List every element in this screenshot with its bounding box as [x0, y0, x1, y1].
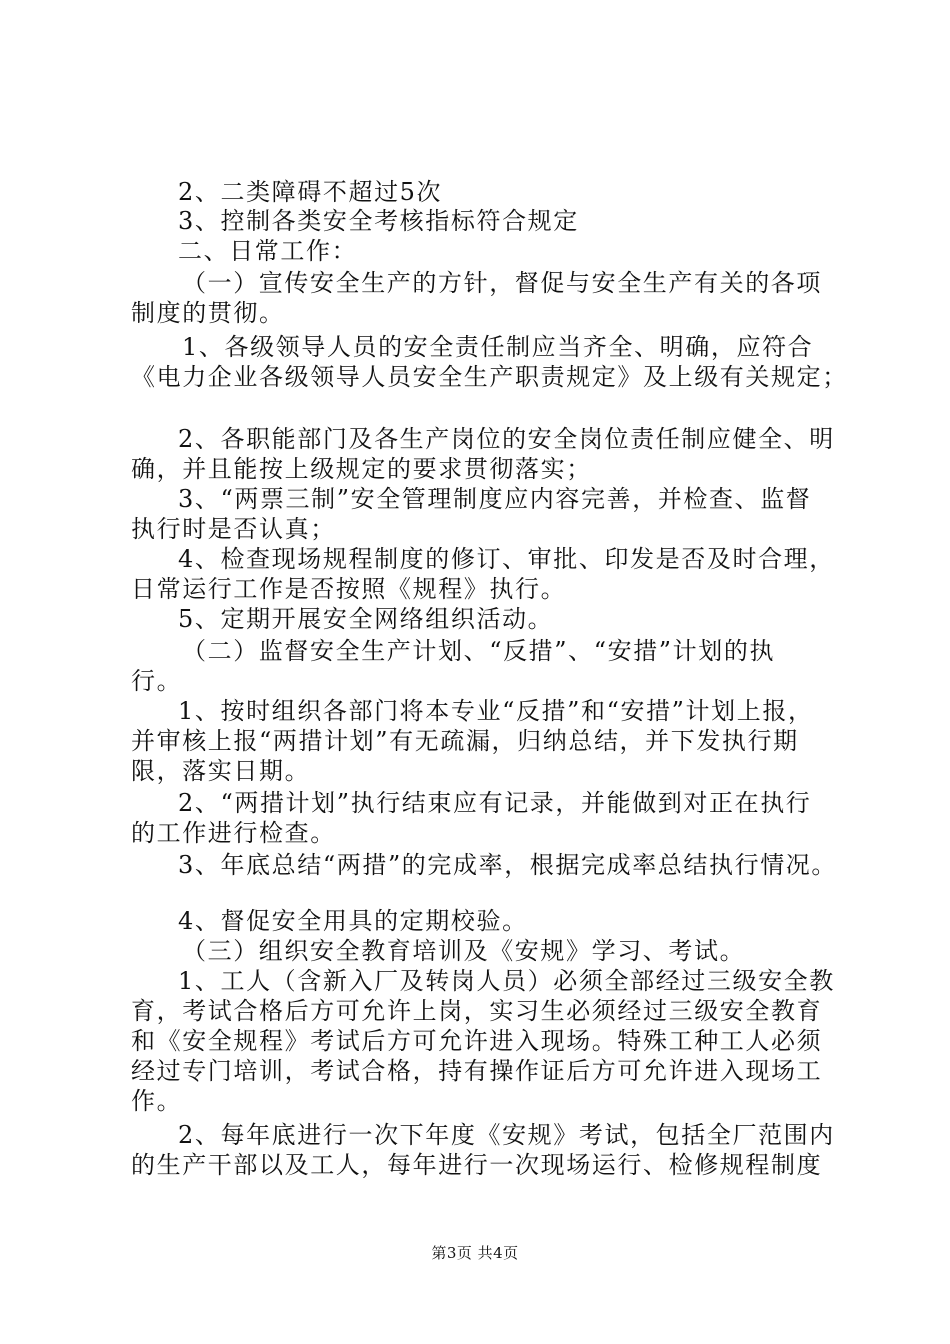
text-line: 2、每年底进行一次下年度《安规》考试，包括全厂范围内 — [178, 1121, 835, 1149]
text-line: 5、定期开展安全网络组织活动。 — [178, 605, 554, 633]
text-line: 4、督促安全用具的定期校验。 — [178, 907, 528, 935]
text-line: 制度的贯彻。 — [131, 299, 285, 327]
text-line: 3、年底总结“两措”的完成率，根据完成率总结执行情况。 — [178, 851, 838, 879]
section-heading: 二、日常工作： — [178, 237, 358, 265]
text-line: 日常运行工作是否按照《规程》执行。 — [131, 575, 567, 603]
text-line: 3、控制各类安全考核指标符合规定 — [178, 207, 579, 235]
text-line: 育，考试合格后方可允许上岗，实习生必须经过三级安全教育 — [131, 997, 823, 1025]
text-line: 1、各级领导人员的安全责任制应当齐全、明确，应符合 — [182, 333, 814, 361]
text-line: 确，并且能按上级规定的要求贯彻落实； — [131, 455, 592, 483]
text-line: 限，落实日期。 — [131, 757, 311, 785]
text-line: （三）组织安全教育培训及《安规》学习、考试。 — [182, 937, 746, 965]
text-line: 执行时是否认真； — [131, 515, 336, 543]
text-line: 的工作进行检查。 — [131, 819, 336, 847]
text-line: 经过专门培训，考试合格，持有操作证后方可允许进入现场工 — [131, 1057, 823, 1085]
text-line: 并审核上报“两措计划”有无疏漏，归纳总结，并下发执行期 — [131, 727, 799, 755]
text-line: 作。 — [131, 1087, 183, 1115]
text-line: 和《安全规程》考试后方可允许进入现场。特殊工种工人必须 — [131, 1027, 823, 1055]
text-line: 《电力企业各级领导人员安全生产职责规定》及上级有关规定； — [131, 363, 848, 391]
text-line: 行。 — [131, 667, 183, 695]
text-line: 1、工人（含新入厂及转岗人员）必须全部经过三级安全教 — [178, 967, 835, 995]
text-line: （二）监督安全生产计划、“反措”、“安措”计划的执 — [182, 637, 776, 665]
text-line: 2、“两措计划”执行结束应有记录，并能做到对正在执行 — [178, 789, 812, 817]
text-line: 2、各职能部门及各生产岗位的安全岗位责任制应健全、明 — [178, 425, 835, 453]
text-line: 3、“两票三制”安全管理制度应内容完善，并检查、监督 — [178, 485, 812, 513]
text-line: 1、按时组织各部门将本专业“反措”和“安措”计划上报， — [178, 697, 814, 725]
page-number-footer: 第3页 共4页 — [431, 1244, 519, 1262]
text-line: 的生产干部以及工人，每年进行一次现场运行、检修规程制度 — [131, 1151, 823, 1179]
text-line: 2、二类障碍不超过5次 — [178, 178, 443, 206]
text-line: 4、检查现场规程制度的修订、审批、印发是否及时合理， — [178, 545, 835, 573]
text-line: （一）宣传安全生产的方针，督促与安全生产有关的各项 — [182, 269, 822, 297]
